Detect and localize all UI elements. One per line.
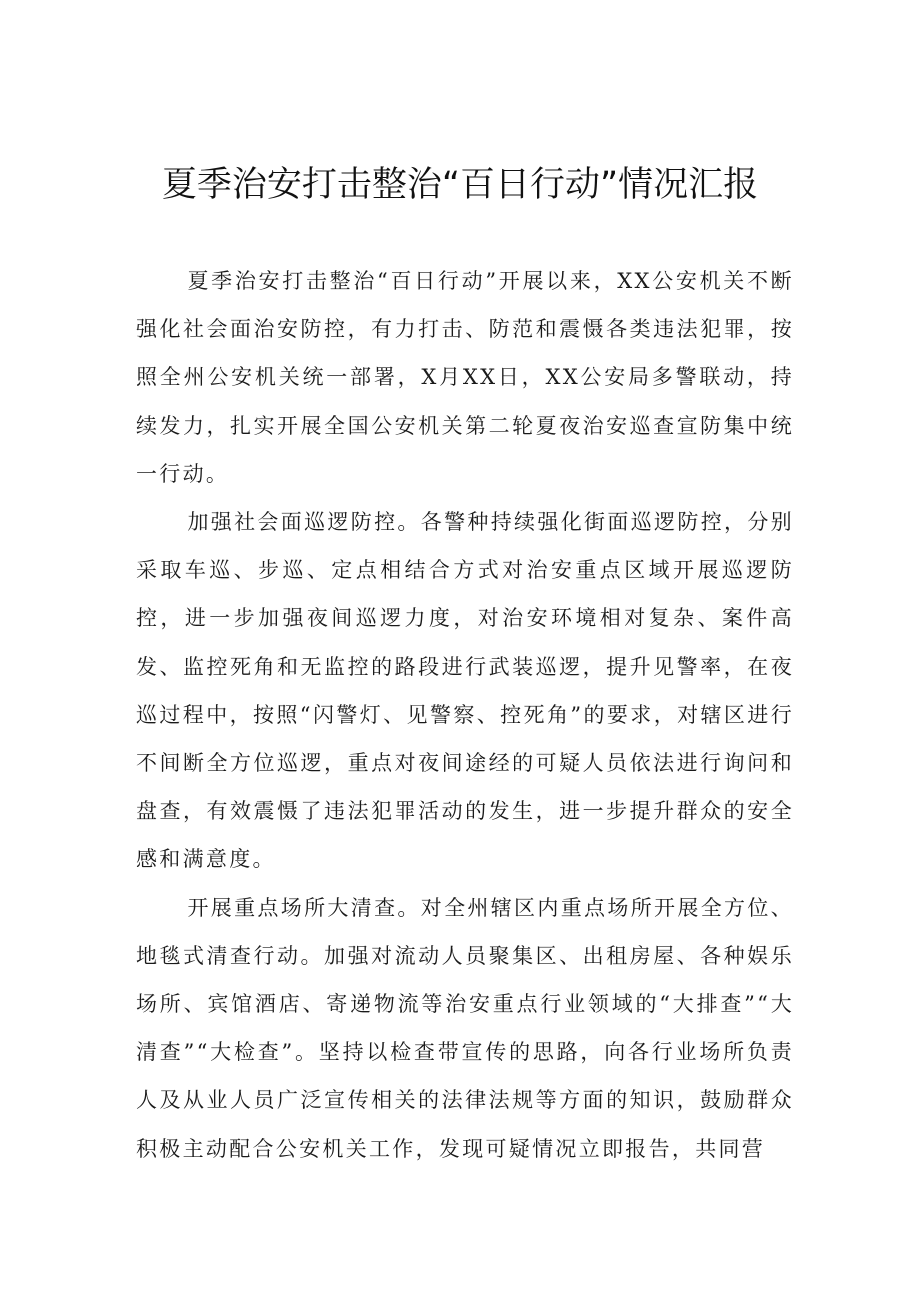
document-body (136, 257, 794, 1173)
paragraph-inspection: 开展重点场所大清查。对全州辖区内重点场所开展全方位、地毯式清查行动。加强对流动人员聚集区、出租房屋、各种娱乐场所、宾馆酒店、寄递物流等治安重点行业领域的“大排查”“大清查”“大检查”。坚持以检查带宣传的思路，向各行业场所负责人及从业人员广泛宣传相关的法律法规等方面的知识，鼓励群众积极主动配合公安机关工作，发现可疑情况立即报告，共同营 (136, 895, 794, 1161)
document-title: 夏季治安打击整治“百日行动”情况汇报 (161, 165, 759, 205)
paragraph-patrol: 加强社会面巡逻防控。各警种持续强化街面巡逻防控，分别采取车巡、步巡、定点相结合方式对治安重点区域开展巡逻防控，进一步加强夜间巡逻力度，对治安环境相对复杂、案件高发、监控死角和无监控的路段进行武装巡逻，提升见警率，在夜巡过程中，按照“闪警灯、见警察、控死角”的要求，对辖区进行不间断全方位巡逻，重点对夜间途经的可疑人员依法进行询问和盘查，有效震慑了违法犯罪活动的发生，进一步提升群众的安全感和满意度。 (136, 510, 794, 872)
paragraph-intro: 夏季治安打击整治“百日行动”开展以来，XX公安机关不断强化社会面治安防控，有力打击、防范和震慑各类违法犯罪，按照全州公安机关统一部署，X月XX日，XX公安局多警联动，持续发力，扎实开展全国公安机关第二轮夏夜治安巡查宣防集中统一行动。 (136, 269, 794, 486)
